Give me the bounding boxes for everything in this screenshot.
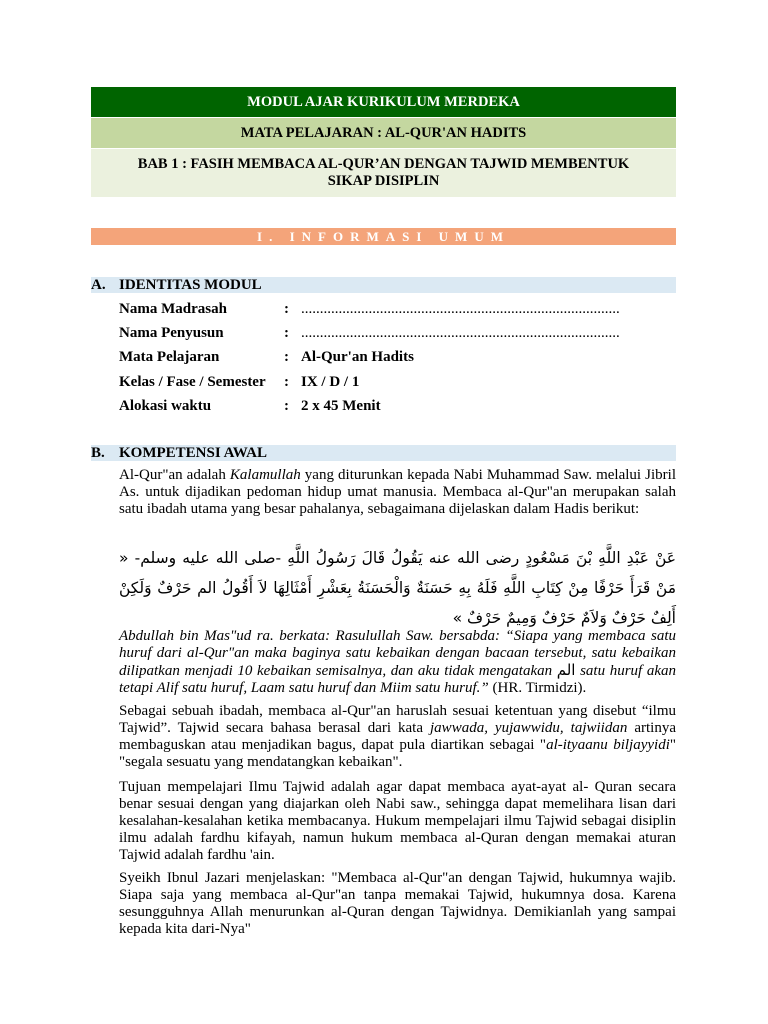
general-info-heading: I. INFORMASI UMUM (91, 228, 676, 245)
subject-title: MATA PELAJARAN : AL-QUR'AN HADITS (91, 118, 676, 148)
section-a-heading (91, 277, 676, 293)
tajwid-purpose-paragraph: Tujuan mempelajari Ilmu Tajwid adalah agar dapat membaca ayat-ayat al- Quran secara benar sesuai dengan yang diajarkan oleh Nabi saw., sehingga dapat memelihara lisan dari kesalahan-kesalahan ketika membacanya. Hukum mempelajari ilmu Tajwid sebagai disiplin ilmu adalah fardhu kifayah, namun hukum membaca al-Quran dengan memakai aturan Tajwid adalah fardhu 'ain. (119, 779, 676, 863)
translation-arabic-word: الم (556, 661, 576, 679)
paragraph-italic: al-ityaanu biljayyidi (546, 737, 670, 753)
hadith-arabic-text: عَنْ عَبْدِ اللَّهِ بْنَ مَسْعُودٍ رضى الله عنه يَقُولُ قَالَ رَسُولُ اللَّهِ -صلى الله عليه وسلم- « مَنْ قَرَأَ حَرْفًا مِنْ كِتَابِ اللَّهِ فَلَهُ بِهِ حَسَنَةٌ وَالْحَسَنَةُ بِعَشْرِ أَمْثَالِهَا لاَ أَقُولُ الم حَرْفٌ وَلَكِنْ أَلِفٌ حَرْفٌ وَلاَمٌ حَرْفٌ وَمِيمٌ حَرْفٌ » (119, 549, 676, 627)
chapter-title-line2: SIKAP DISIPLIN (327, 173, 440, 189)
identity-colon: : (284, 398, 289, 414)
section-b-title: KOMPETENSI AWAL (119, 445, 267, 461)
chapter-title (91, 149, 676, 197)
paragraph-italic: jawwada, yujawwidu, tajwiidan (430, 720, 628, 736)
section-a-letter: A. (91, 277, 106, 293)
hadith-translation (119, 628, 676, 697)
translation-italic: Abdullah bin Mas"ud ra. berkata: Rasulullah Saw. bersabda: “Siapa yang membaca satu huruf dari al-Qur"an maka baginya satu kebaikan dengan bacaan tersebut, satu kebaikan dilipatkan menjadi 10 kebaikan semisalnya, dan aku tidak mengatakan (119, 628, 676, 679)
identity-value: 2 x 45 Menit (301, 398, 381, 414)
intro-text: yang diturunkan kepada Nabi Muhammad Saw. melalui Jibril As. untuk dijadikan pedoman hidup umat manusia. Membaca al-Qur"an merupakan salah satu ibadah utama yang besar pahalanya, sebagaimana dijelaskan dalam Hadis berikut: (119, 467, 676, 517)
chapter-title-line1: BAB 1 : FASIH MEMBACA AL-QUR’AN DENGAN TAJWID MEMBENTUK (137, 156, 630, 172)
identity-label: Mata Pelajaran (119, 349, 220, 365)
section-b-letter: B. (91, 445, 105, 461)
paragraph-text: artinya membaguskan atau menjadikan bagus, dapat pula diartikan sebagai " (119, 720, 676, 753)
translation-italic: satu huruf akan tetapi Alif satu huruf, Laam satu huruf dan Miim satu huruf.” (119, 663, 676, 696)
intro-italic: Kalamullah (229, 467, 301, 483)
identity-value: IX / D / 1 (301, 374, 360, 390)
tajwid-definition-paragraph (119, 703, 676, 771)
identity-value: Al-Qur'an Hadits (301, 349, 414, 365)
paragraph-text: Sebagai sebuah ibadah, membaca al-Qur"an haruslah sesuai ketentuan yang disebut “ilmu Tajwid”. Tajwid secara bahasa berasal dari kata (119, 703, 676, 736)
identity-value: ..................................................................................... (301, 301, 620, 317)
ibnul-jazari-paragraph: Syeikh Ibnul Jazari menjelaskan: "Membaca al-Qur"an dengan Tajwid, hukumnya wajib. Siapa saja yang membaca al-Qur"an tanpa memakai Tajwid, hukumnya dosa. Karena sesungguhnya Allah menurunkan al-Quran dengan Tajwidnya. Demikianlah yang sampai kepada kita dari-Nya" (119, 870, 676, 937)
module-title: MODUL AJAR KURIKULUM MERDEKA (91, 87, 676, 117)
hadith-source: (HR. Tirmidzi). (488, 680, 587, 696)
section-a-title: IDENTITAS MODUL (119, 277, 262, 293)
identity-label: Nama Penyusun (119, 325, 224, 341)
identity-value: ..................................................................................... (301, 325, 620, 341)
identity-label: Nama Madrasah (119, 301, 227, 317)
identity-label: Kelas / Fase / Semester (119, 374, 266, 390)
identity-colon: : (284, 349, 289, 365)
intro-text: Al-Qur"an adalah (119, 467, 230, 483)
section-b-heading (91, 445, 676, 461)
paragraph-text: " "segala sesuatu yang mendatangkan kebaikan". (119, 737, 676, 770)
identity-label: Alokasi waktu (119, 398, 212, 414)
intro-paragraph (119, 467, 676, 518)
identity-colon: : (284, 301, 289, 317)
identity-colon: : (284, 325, 289, 341)
identity-colon: : (284, 374, 289, 390)
